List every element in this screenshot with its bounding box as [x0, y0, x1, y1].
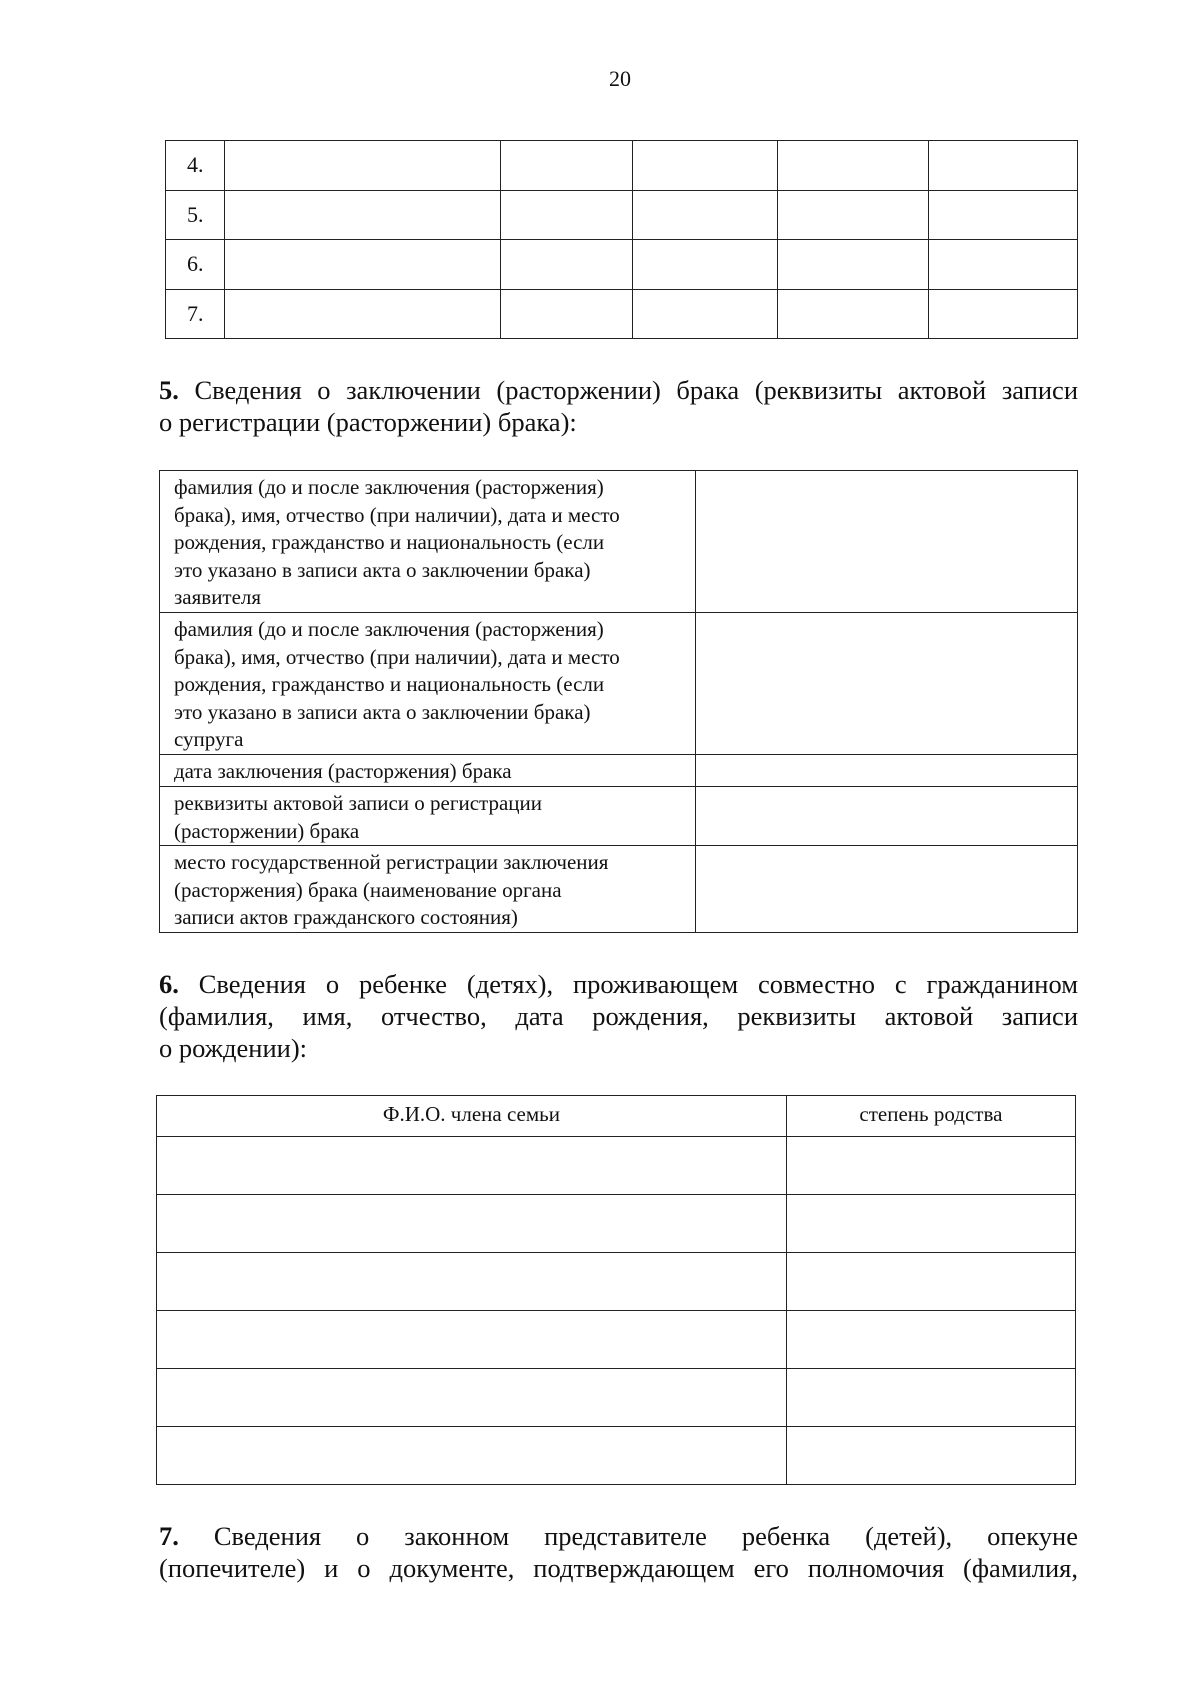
table-cell[interactable]	[224, 141, 500, 191]
section-7-heading	[159, 1520, 1078, 1584]
section-7-text-1: Сведения о законном представителе ребенка (детей), опекуне	[213, 1521, 1079, 1551]
marriage-info-table	[159, 470, 1078, 933]
name-cell[interactable]	[157, 1427, 787, 1485]
spouse-info-label	[160, 613, 696, 755]
table-row	[160, 471, 1078, 613]
row-number: 5.	[166, 190, 225, 240]
marriage-date-value[interactable]	[696, 755, 1078, 787]
table-row	[157, 1427, 1076, 1485]
table-cell[interactable]	[224, 190, 500, 240]
section-5-heading	[159, 374, 1078, 438]
section-6-line-3: о рождении):	[159, 1033, 308, 1063]
record-details-value[interactable]	[696, 787, 1078, 846]
table-cell[interactable]	[778, 141, 929, 191]
table-row	[160, 613, 1078, 755]
label-line: дата заключения (расторжения) брака	[174, 759, 512, 783]
label-line: это указано в записи акта о заключении брака)	[174, 699, 591, 724]
label-line: место государственной регистрации заключения	[174, 850, 609, 874]
registration-place-value[interactable]	[696, 846, 1078, 933]
section-7-number: 7.	[159, 1521, 179, 1551]
table-cell[interactable]	[224, 289, 500, 339]
table-row	[157, 1369, 1076, 1427]
label-line: (расторжении) брака	[174, 818, 360, 843]
applicant-info-label	[160, 471, 696, 613]
table-cell[interactable]	[778, 289, 929, 339]
table-cell[interactable]	[224, 240, 500, 290]
table-cell[interactable]	[928, 141, 1077, 191]
table-cell[interactable]	[500, 240, 632, 290]
relation-cell[interactable]	[786, 1369, 1075, 1427]
record-details-label	[160, 787, 696, 846]
name-cell[interactable]	[157, 1311, 787, 1369]
table-row	[166, 240, 1078, 290]
table-row	[166, 141, 1078, 191]
section-5-text-1: Сведения о заключении (расторжении) брака (реквизиты актовой записи	[194, 375, 1079, 405]
table-cell[interactable]	[928, 240, 1077, 290]
name-cell[interactable]	[157, 1253, 787, 1311]
label-line: рождения, гражданство и национальность (если	[174, 530, 605, 554]
name-cell[interactable]	[157, 1369, 787, 1427]
row-number: 7.	[166, 289, 225, 339]
section-6-heading	[159, 968, 1078, 1064]
label-line: (расторжения) брака (наименование органа	[174, 877, 562, 902]
relation-cell[interactable]	[786, 1311, 1075, 1369]
label-line: брака), имя, отчество (при наличии), дата и место	[174, 644, 620, 669]
applicant-info-value[interactable]	[696, 471, 1078, 613]
label-line: фамилия (до и после заключения (расторжения)	[174, 617, 604, 641]
label-line: заявителя	[174, 585, 262, 609]
table-cell[interactable]	[778, 190, 929, 240]
table-cell[interactable]	[633, 240, 778, 290]
label-line: брака), имя, отчество (при наличии), дата и место	[174, 502, 620, 527]
name-cell[interactable]	[157, 1195, 787, 1253]
table-row	[166, 190, 1078, 240]
relation-cell[interactable]	[786, 1137, 1075, 1195]
table-cell[interactable]	[928, 190, 1077, 240]
label-line: фамилия (до и после заключения (расторжения)	[174, 475, 604, 499]
relation-cell[interactable]	[786, 1253, 1075, 1311]
family-members-table	[156, 1095, 1076, 1485]
row-number: 4.	[166, 141, 225, 191]
relation-cell[interactable]	[786, 1427, 1075, 1485]
label-line: реквизиты актовой записи о регистрации	[174, 791, 542, 815]
marriage-date-label	[160, 755, 696, 787]
row-number: 6.	[166, 240, 225, 290]
section-7-line-2: (попечителе) и о документе, подтверждающем его полномочия (фамилия,	[159, 1553, 1078, 1583]
table-cell[interactable]	[500, 141, 632, 191]
label-line: это указано в записи акта о заключении брака)	[174, 557, 591, 582]
section-6-line-1	[159, 968, 1078, 1000]
section-7-line-1	[159, 1520, 1078, 1552]
table-header-row	[157, 1096, 1076, 1137]
section-5-line-1	[159, 374, 1078, 406]
table-cell[interactable]	[633, 190, 778, 240]
table-cell[interactable]	[500, 289, 632, 339]
section-6-text-1: Сведения о ребенке (детях), проживающем совместно с гражданином	[198, 969, 1079, 999]
table-row	[157, 1195, 1076, 1253]
table-row	[157, 1311, 1076, 1369]
section-5-line-2: о регистрации (расторжении) брака):	[159, 407, 577, 437]
column-header-name: Ф.И.О. члена семьи	[157, 1096, 787, 1137]
label-line: супруга	[174, 727, 244, 751]
table-cell[interactable]	[928, 289, 1077, 339]
table-cell[interactable]	[500, 190, 632, 240]
spouse-info-value[interactable]	[696, 613, 1078, 755]
label-line: рождения, гражданство и национальность (если	[174, 672, 605, 696]
table-row	[160, 755, 1078, 787]
table-row	[160, 846, 1078, 933]
name-cell[interactable]	[157, 1137, 787, 1195]
section-5-number: 5.	[159, 375, 179, 405]
table-cell[interactable]	[633, 141, 778, 191]
column-header-relation: степень родства	[786, 1096, 1075, 1137]
section-6-number: 6.	[159, 969, 179, 999]
page-number: 20	[609, 66, 631, 91]
table-row	[160, 787, 1078, 846]
table-row	[157, 1253, 1076, 1311]
label-line: записи актов гражданского состояния)	[174, 905, 518, 929]
table-row	[157, 1137, 1076, 1195]
section-6-line-2: (фамилия, имя, отчество, дата рождения, реквизиты актовой записи	[159, 1001, 1078, 1031]
table-cell[interactable]	[778, 240, 929, 290]
table-cell[interactable]	[633, 289, 778, 339]
registration-place-label	[160, 846, 696, 933]
continuation-table	[165, 140, 1078, 339]
table-row	[166, 289, 1078, 339]
relation-cell[interactable]	[786, 1195, 1075, 1253]
